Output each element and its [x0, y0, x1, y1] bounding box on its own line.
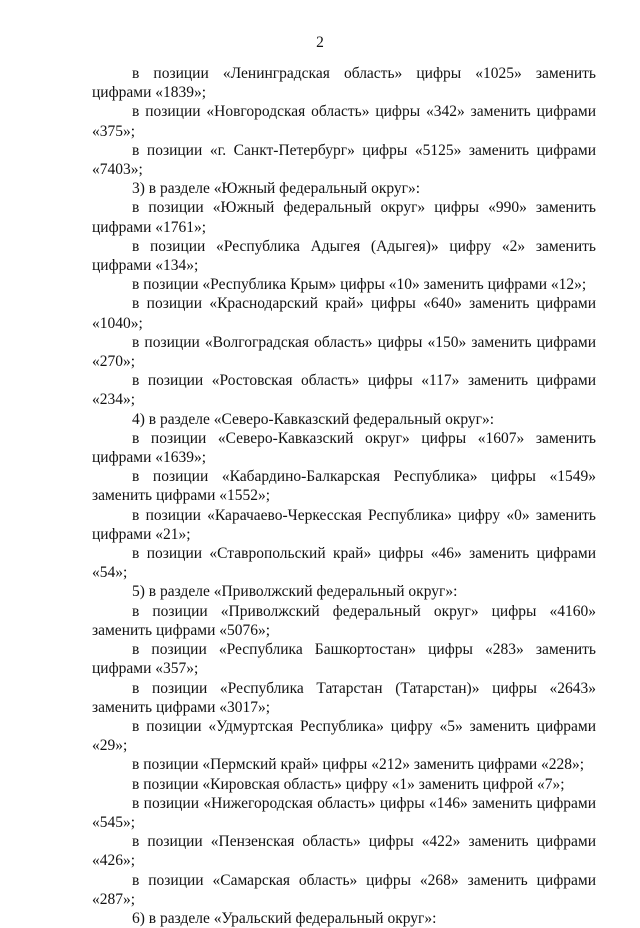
paragraph-novgorod-oblast: в позиции «Новгородская область» цифры «342» заменить цифрами «375»; [92, 103, 596, 140]
section-heading-southern-district: 3) в разделе «Южный федеральный округ»: [132, 180, 421, 198]
section-heading-north-caucasus-district: 4) в разделе «Северо-Кавказский федеральный округ»: [132, 410, 495, 428]
page-number: 2 [316, 34, 324, 51]
paragraph-karachay-cherkessia: в позиции «Карачаево-Черкесская Республика» цифру «0» заменить цифрами «21»; [92, 506, 596, 543]
paragraph-tatarstan: в позиции «Республика Татарстан (Татарстан)» цифры «2643» заменить цифрами «3017»; [92, 679, 596, 716]
paragraph-samara: в позиции «Самарская область» цифры «268» заменить цифрами «287»; [92, 871, 596, 908]
paragraph-penza: в позиции «Пензенская область» цифры «422» заменить цифрами «426»; [92, 833, 596, 870]
paragraph-volga-district: в позиции «Приволжский федеральный округ» цифры «4160» заменить цифрами «5076»; [92, 602, 596, 639]
paragraph-adygea: в позиции «Республика Адыгея (Адыгея)» цифру «2» заменить цифрами «134»; [92, 237, 596, 275]
paragraph-stavropol: в позиции «Ставропольский край» цифры «46» заменить цифрами «54»; [92, 545, 596, 582]
paragraph-kabardino-balkaria: в позиции «Кабардино-Балкарская Республика» цифры «1549» заменить цифрами «1552»; [92, 468, 596, 505]
section-heading-volga-district: 5) в разделе «Приволжский федеральный округ»: [132, 583, 458, 601]
document-body [92, 64, 596, 928]
paragraph-kirov: в позиции «Кировская область» цифру «1» заменить цифрой «7»; [132, 775, 565, 793]
paragraph-bashkortostan: в позиции «Республика Башкортостан» цифры «283» заменить цифрами «357»; [92, 641, 596, 678]
paragraph-nizhny-novgorod: в позиции «Нижегородская область» цифры «146» заменить цифрами «545»; [92, 794, 596, 831]
paragraph-leningrad-oblast: в позиции «Ленинградская область» цифры «1025» заменить цифрами «1839»; [92, 65, 596, 102]
paragraph-crimea: в позиции «Республика Крым» цифры «10» заменить цифрами «12»; [132, 276, 587, 294]
section-heading-ural-district: 6) в разделе «Уральский федеральный округ»: [132, 909, 437, 927]
paragraph-perm: в позиции «Пермский край» цифры «212» заменить цифрами «228»; [132, 756, 585, 774]
paragraph-southern-district: в позиции «Южный федеральный округ» цифры «990» заменить цифрами «1761»; [92, 199, 596, 236]
paragraph-saint-petersburg: в позиции «г. Санкт-Петербург» цифры «5125» заменить цифрами «7403»; [92, 141, 596, 179]
paragraph-krasnodar: в позиции «Краснодарский край» цифры «640» заменить цифрами «1040»; [92, 295, 596, 332]
paragraph-udmurtia: в позиции «Удмуртская Республика» цифру «5» заменить цифрами «29»; [92, 717, 596, 755]
paragraph-rostov: в позиции «Ростовская область» цифры «117» заменить цифрами «234»; [92, 372, 596, 409]
paragraph-north-caucasus-district: в позиции «Северо-Кавказский округ» цифры «1607» заменить цифрами «1639»; [92, 429, 596, 467]
paragraph-volgograd: в позиции «Волгоградская область» цифры «150» заменить цифрами «270»; [92, 333, 596, 371]
